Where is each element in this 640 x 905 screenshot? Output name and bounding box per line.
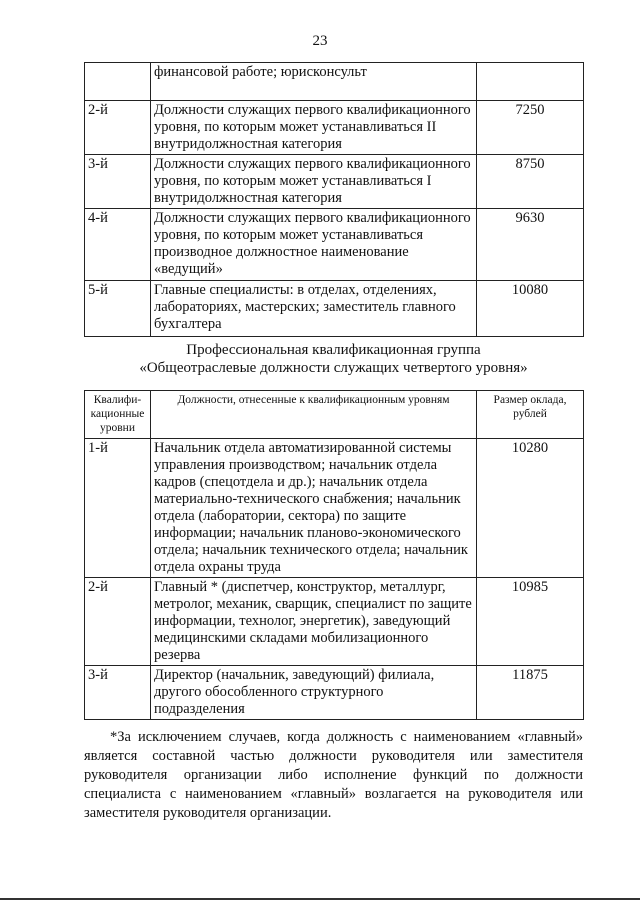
table-row: [85, 155, 584, 209]
description-cell: Должности служащих первого квалификационного уровня, по которым может устанавливаться производное должностное наименование «ведущий»: [151, 209, 477, 281]
salary-cell: 8750: [477, 155, 584, 209]
level-cell: [85, 63, 151, 101]
description-cell: Должности служащих первого квалификационного уровня, по которым может устанавливаться II внутридолжностная категория: [151, 101, 477, 155]
header-description: Должности, отнесенные к квалификационным уровням: [151, 391, 477, 439]
group-title-line2: «Общеотраслевые должности служащих четвертого уровня»: [139, 360, 528, 376]
level-cell: 2-й: [85, 578, 151, 666]
table-row: [85, 101, 584, 155]
table-row: [85, 209, 584, 281]
level-cell: 4-й: [85, 209, 151, 281]
description-cell: Директор (начальник, заведующий) филиала, другого обособленного структурного подразделения: [151, 666, 477, 720]
table-row: [85, 439, 584, 578]
description-cell: Главный * (диспетчер, конструктор, металлург, метролог, механик, сварщик, специалист по защите информации, технолог, энергетик), заведующий медицинскими складами мобилизационного резерва: [151, 578, 477, 666]
description-cell: Начальник отдела автоматизированной системы управления производством; начальник отдела кадров (спецотдела и др.); начальник отдела материально-технического снабжения; начальник отдела (лаборатории, сектора) по защите информации; начальник планово-экономического отдела; начальник технического отдела; начальник отдела охраны труда: [151, 439, 477, 578]
description-cell: финансовой работе; юрисконсульт: [151, 63, 477, 101]
qualification-table-fourth-level: [84, 390, 584, 720]
header-level: Квалифи-кационные уровни: [85, 391, 151, 439]
salary-cell: 10985: [477, 578, 584, 666]
header-salary: Размер оклада, рублей: [477, 391, 584, 439]
level-cell: 3-й: [85, 666, 151, 720]
salary-cell: 7250: [477, 101, 584, 155]
level-cell: 2-й: [85, 101, 151, 155]
table-row: [85, 63, 584, 101]
table-header-row: [85, 391, 584, 439]
salary-cell: [477, 63, 584, 101]
table-row: [85, 578, 584, 666]
salary-cell: 10080: [477, 281, 584, 337]
salary-cell: 9630: [477, 209, 584, 281]
salary-cell: 11875: [477, 666, 584, 720]
level-cell: 3-й: [85, 155, 151, 209]
qualification-table-continued: [84, 62, 584, 337]
description-cell: Главные специалисты: в отделах, отделениях, лабораториях, мастерских; заместитель главного бухгалтера: [151, 281, 477, 337]
footnote: *За исключением случаев, когда должность с наименованием «главный» является составной частью должности руководителя или заместителя руководителя организации либо исполнение функций по должности специалиста с наименованием «главный» возлагается на руководителя или заместителя руководителя организации.: [84, 729, 583, 821]
page-bottom-rule: [0, 898, 640, 900]
level-cell: 1-й: [85, 439, 151, 578]
salary-cell: 10280: [477, 439, 584, 578]
page-number: 23: [312, 33, 328, 49]
level-cell: 5-й: [85, 281, 151, 337]
description-cell: Должности служащих первого квалификационного уровня, по которым может устанавливаться I внутридолжностная категория: [151, 155, 477, 209]
group-title-line1: Профессиональная квалификационная группа: [186, 342, 481, 358]
table-row: [85, 666, 584, 720]
table-row: [85, 281, 584, 337]
group-title: [84, 341, 583, 377]
